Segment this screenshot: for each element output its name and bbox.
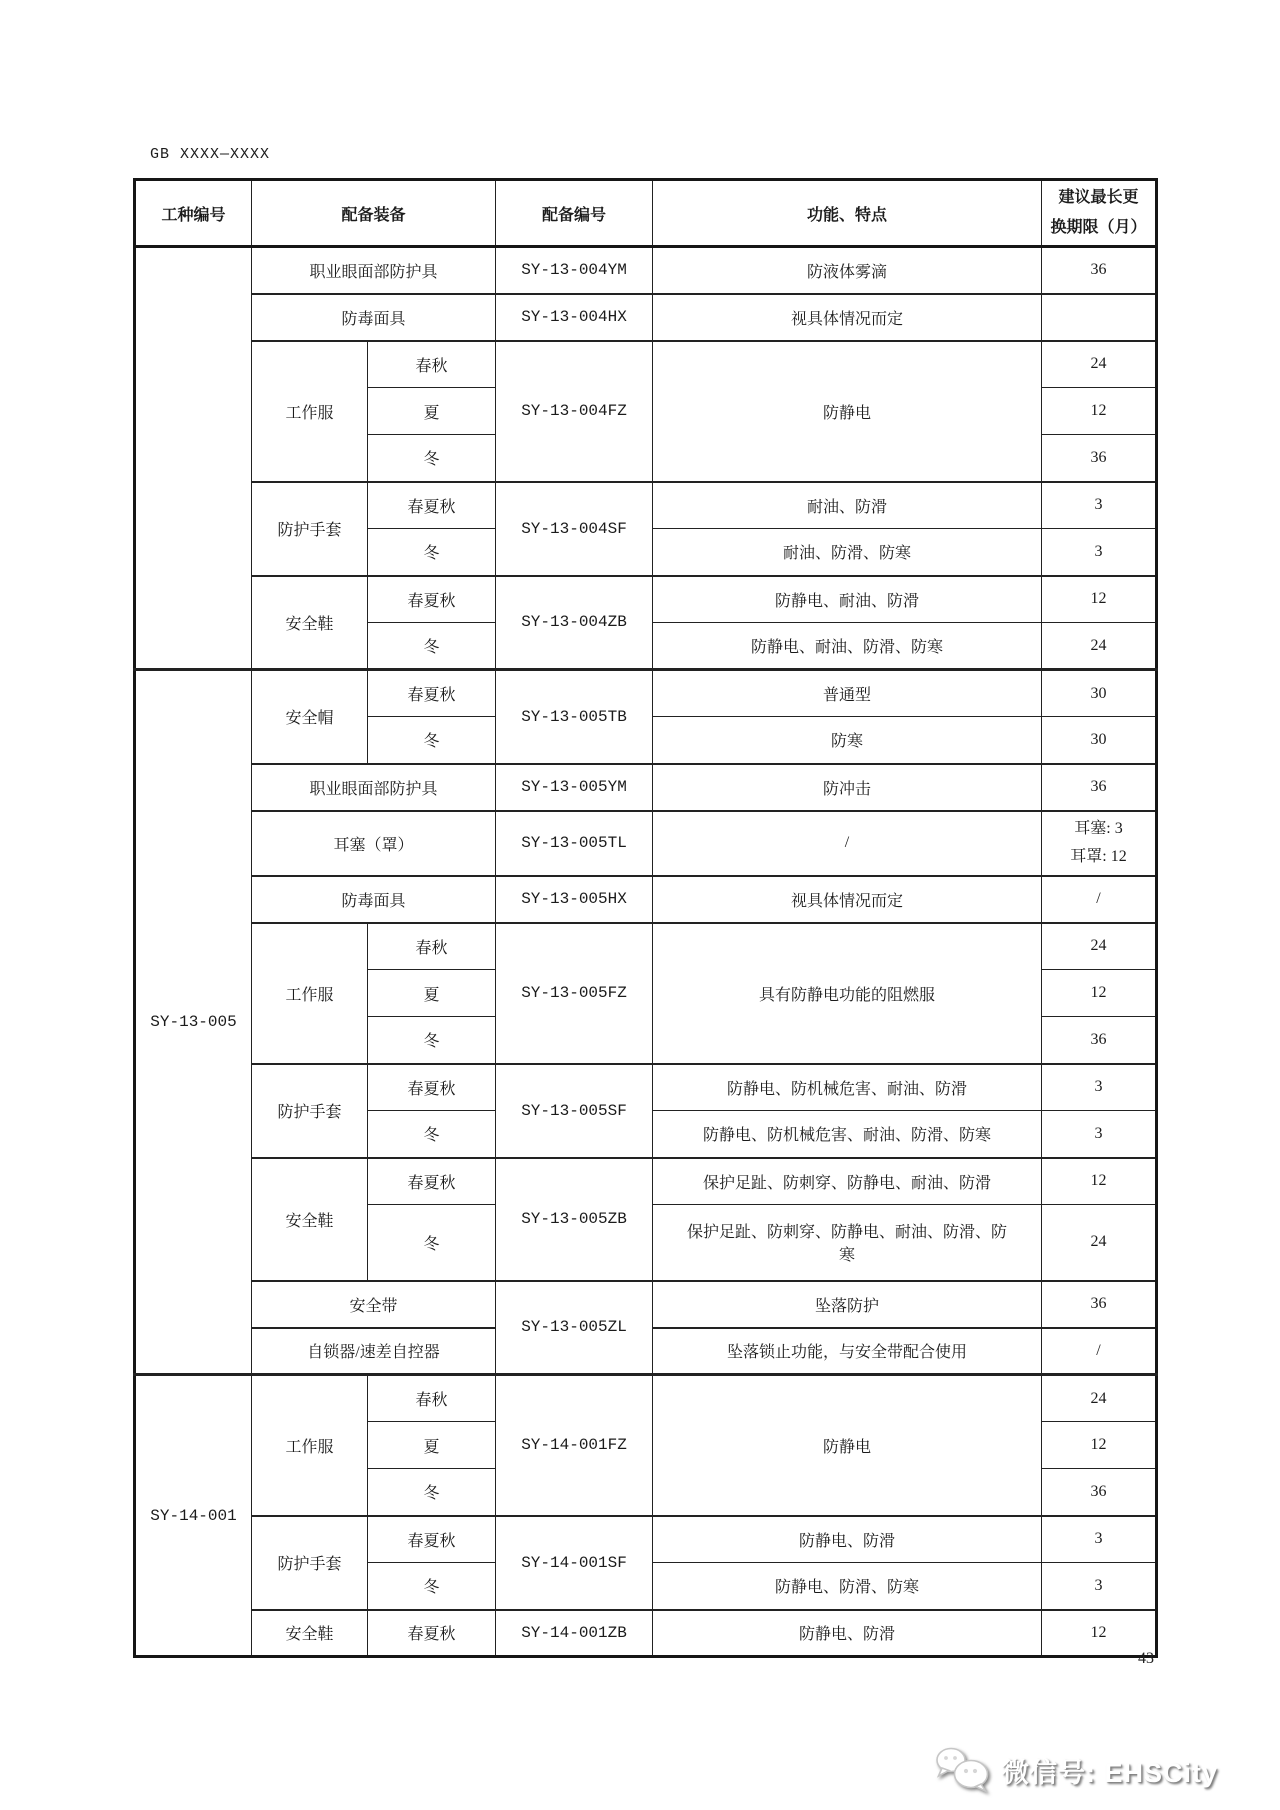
cell-period: 12 <box>1042 388 1157 435</box>
cell-season: 春秋 <box>368 341 496 388</box>
page-number: 43 <box>1138 1650 1154 1667</box>
table-row <box>135 764 1157 811</box>
cell-season: 冬 <box>368 717 496 764</box>
cell-code: SY-13-005HX <box>496 876 653 923</box>
header-equipment: 配备装备 <box>252 180 496 247</box>
table-row <box>135 1610 1157 1657</box>
table-row <box>135 341 1157 388</box>
cell-season: 冬 <box>368 1017 496 1064</box>
cell-period: 12 <box>1042 1610 1157 1657</box>
cell-period: 24 <box>1042 923 1157 970</box>
wechat-icon <box>934 1746 992 1794</box>
wechat-watermark-label: 微信号: EHSCity <box>1001 1757 1218 1788</box>
cell-period: 3 <box>1042 1111 1157 1158</box>
cell-period: 24 <box>1042 1375 1157 1422</box>
cell-period: 12 <box>1042 1422 1157 1469</box>
group-label-cell: SY-13-005 <box>135 670 252 1375</box>
cell-period: 30 <box>1042 717 1157 764</box>
cell-function: 防静电 <box>653 1375 1042 1516</box>
cell-function: 防静电 <box>653 341 1042 482</box>
cell-season: 春夏秋 <box>368 576 496 623</box>
cell-item: 防护手套 <box>252 482 368 576</box>
cell-code: SY-14-001ZB <box>496 1610 653 1657</box>
cell-code: SY-14-001FZ <box>496 1375 653 1516</box>
cell-period: 36 <box>1042 764 1157 811</box>
ppe-spec-table <box>133 178 1158 1658</box>
cell-period: 24 <box>1042 341 1157 388</box>
cell-period: 耳塞: 3 耳罩: 12 <box>1042 811 1157 876</box>
cell-item: 安全鞋 <box>252 1610 368 1657</box>
table-row <box>135 923 1157 970</box>
cell-period <box>1042 294 1157 341</box>
cell-code: SY-13-004SF <box>496 482 653 576</box>
cell-item: 自锁器/速差自控器 <box>252 1328 496 1375</box>
cell-item: 耳塞（罩） <box>252 811 496 876</box>
cell-code: SY-13-004ZB <box>496 576 653 670</box>
cell-item: 工作服 <box>252 1375 368 1516</box>
cell-function: 防静电、防机械危害、耐油、防滑 <box>653 1064 1042 1111</box>
cell-function: 视具体情况而定 <box>653 876 1042 923</box>
cell-code: SY-13-005ZB <box>496 1158 653 1281</box>
cell-season: 春夏秋 <box>368 1610 496 1657</box>
cell-function: 防静电、防机械危害、耐油、防滑、防寒 <box>653 1111 1042 1158</box>
cell-function: 耐油、防滑 <box>653 482 1042 529</box>
cell-function: 防液体雾滴 <box>653 247 1042 294</box>
cell-season: 冬 <box>368 623 496 670</box>
wechat-watermark <box>934 1746 1218 1794</box>
doc-code: GB XXXX—XXXX <box>150 146 271 163</box>
header-equip-code: 配备编号 <box>496 180 653 247</box>
group-label-cell: SY-14-001 <box>135 1375 252 1657</box>
cell-function: 视具体情况而定 <box>653 294 1042 341</box>
table-row <box>135 1281 1157 1328</box>
cell-season: 春夏秋 <box>368 1158 496 1205</box>
table-row <box>135 482 1157 529</box>
cell-item: 工作服 <box>252 923 368 1064</box>
cell-function: 坠落锁止功能，与安全带配合使用 <box>653 1328 1042 1375</box>
table-header-row <box>135 180 1157 247</box>
cell-function: 保护足趾、防刺穿、防静电、耐油、防滑、防 寒 <box>653 1205 1042 1281</box>
cell-period: / <box>1042 1328 1157 1375</box>
cell-period: 3 <box>1042 1064 1157 1111</box>
cell-item: 工作服 <box>252 341 368 482</box>
cell-period: 36 <box>1042 1017 1157 1064</box>
cell-function: 防静电、防滑 <box>653 1610 1042 1657</box>
cell-period: 24 <box>1042 623 1157 670</box>
cell-code: SY-13-004FZ <box>496 341 653 482</box>
cell-function: 防静电、耐油、防滑、防寒 <box>653 623 1042 670</box>
cell-item: 防毒面具 <box>252 294 496 341</box>
cell-code: SY-13-005TB <box>496 670 653 764</box>
cell-season: 春夏秋 <box>368 670 496 717</box>
cell-period: 30 <box>1042 670 1157 717</box>
table-row <box>135 1375 1157 1422</box>
cell-item: 安全带 <box>252 1281 496 1328</box>
cell-code: SY-13-005FZ <box>496 923 653 1064</box>
header-period-line1: 建议最长更 <box>1058 189 1139 207</box>
cell-item: 安全鞋 <box>252 576 368 670</box>
header-job-code: 工种编号 <box>135 180 252 247</box>
cell-item: 安全帽 <box>252 670 368 764</box>
cell-period: 3 <box>1042 1563 1157 1610</box>
header-period-line2: 换期限（月） <box>1050 219 1147 236</box>
cell-period: 3 <box>1042 482 1157 529</box>
cell-season: 春秋 <box>368 1375 496 1422</box>
cell-period: 3 <box>1042 529 1157 576</box>
cell-function: 防静电、耐油、防滑 <box>653 576 1042 623</box>
cell-season: 冬 <box>368 435 496 482</box>
cell-function: / <box>653 811 1042 876</box>
cell-function: 防寒 <box>653 717 1042 764</box>
table-row <box>135 1064 1157 1111</box>
cell-season: 夏 <box>368 970 496 1017</box>
cell-season: 春秋 <box>368 923 496 970</box>
cell-item: 安全鞋 <box>252 1158 368 1281</box>
cell-item: 防护手套 <box>252 1516 368 1610</box>
cell-function: 普通型 <box>653 670 1042 717</box>
cell-period: 36 <box>1042 1469 1157 1516</box>
table-row <box>135 1516 1157 1563</box>
cell-function: 防冲击 <box>653 764 1042 811</box>
cell-period: / <box>1042 876 1157 923</box>
group-label-cell <box>135 247 252 670</box>
cell-item: 防护手套 <box>252 1064 368 1158</box>
table-row <box>135 247 1157 294</box>
cell-season: 夏 <box>368 388 496 435</box>
cell-function: 防静电、防滑、防寒 <box>653 1563 1042 1610</box>
cell-period: 3 <box>1042 1516 1157 1563</box>
table-row <box>135 670 1157 717</box>
table-row <box>135 294 1157 341</box>
table-row <box>135 576 1157 623</box>
cell-item: 职业眼面部防护具 <box>252 247 496 294</box>
cell-code: SY-13-004HX <box>496 294 653 341</box>
cell-function: 耐油、防滑、防寒 <box>653 529 1042 576</box>
cell-season: 冬 <box>368 1205 496 1281</box>
cell-period: 36 <box>1042 435 1157 482</box>
cell-code: SY-13-005YM <box>496 764 653 811</box>
cell-period: 12 <box>1042 970 1157 1017</box>
cell-code: SY-13-004YM <box>496 247 653 294</box>
cell-season: 春夏秋 <box>368 1064 496 1111</box>
cell-function: 防静电、防滑 <box>653 1516 1042 1563</box>
cell-function: 坠落防护 <box>653 1281 1042 1328</box>
cell-function: 保护足趾、防刺穿、防静电、耐油、防滑 <box>653 1158 1042 1205</box>
table-row <box>135 876 1157 923</box>
cell-code: SY-14-001SF <box>496 1516 653 1610</box>
cell-code: SY-13-005ZL <box>496 1281 653 1375</box>
cell-season: 冬 <box>368 1563 496 1610</box>
cell-season: 春夏秋 <box>368 1516 496 1563</box>
cell-period: 36 <box>1042 1281 1157 1328</box>
cell-season: 冬 <box>368 1111 496 1158</box>
cell-period: 12 <box>1042 576 1157 623</box>
header-period <box>1042 180 1157 247</box>
cell-period: 24 <box>1042 1205 1157 1281</box>
table-row <box>135 811 1157 876</box>
cell-function: 具有防静电功能的阻燃服 <box>653 923 1042 1064</box>
cell-item: 职业眼面部防护具 <box>252 764 496 811</box>
cell-period: 36 <box>1042 247 1157 294</box>
cell-period: 12 <box>1042 1158 1157 1205</box>
cell-season: 夏 <box>368 1422 496 1469</box>
cell-season: 春夏秋 <box>368 482 496 529</box>
cell-code: SY-13-005SF <box>496 1064 653 1158</box>
cell-season: 冬 <box>368 1469 496 1516</box>
table-row <box>135 1158 1157 1205</box>
cell-season: 冬 <box>368 529 496 576</box>
header-features: 功能、特点 <box>653 180 1042 247</box>
cell-item: 防毒面具 <box>252 876 496 923</box>
cell-code: SY-13-005TL <box>496 811 653 876</box>
